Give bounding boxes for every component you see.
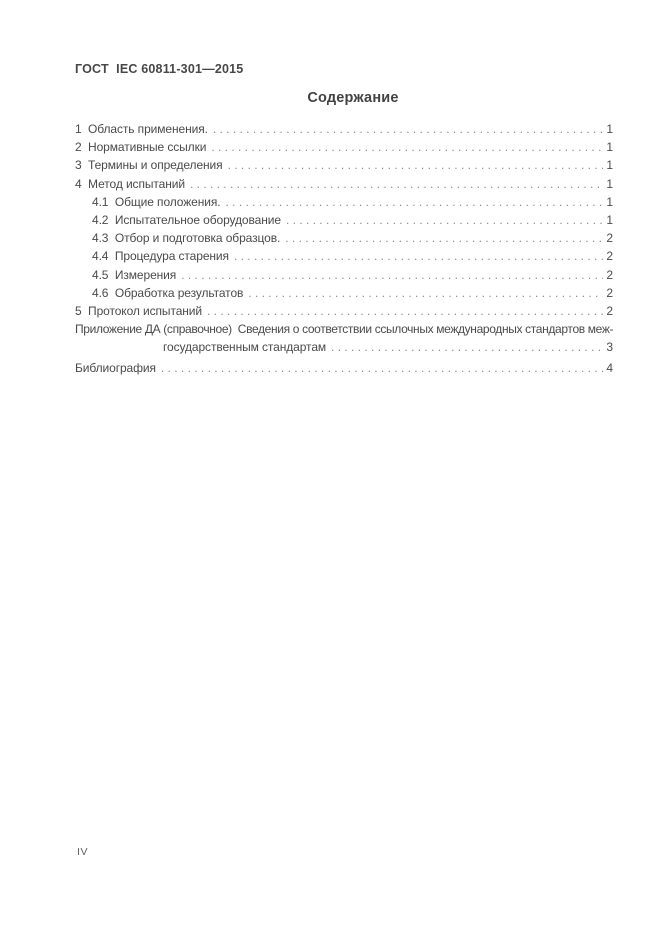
toc-entry-text: 4 Метод испытаний — [75, 176, 185, 191]
toc-entry-text: 1 Область применения. — [75, 122, 208, 136]
page-number: 1 — [606, 140, 613, 155]
page-number: 2 — [606, 285, 613, 300]
dot-leader — [211, 138, 603, 156]
toc-entry-text: 4.2 Испытательное оборудование — [92, 212, 281, 227]
page-number: 1 — [606, 176, 613, 191]
document-number-header: ГОСТ IEC 60811-301—2015 — [75, 62, 244, 76]
toc-entry-text: государственным стандартам — [163, 340, 327, 355]
dot-leader — [286, 211, 603, 229]
dot-leader — [248, 284, 603, 302]
toc-entry — [75, 193, 613, 211]
toc-entry-text: Библиография — [75, 361, 156, 376]
dot-leader — [285, 229, 603, 247]
dot-leader — [234, 247, 603, 265]
toc-entry — [75, 120, 613, 138]
toc-entry — [75, 229, 613, 247]
toc-entry — [75, 247, 613, 265]
page-number: 2 — [606, 303, 613, 318]
toc-entry-text: 4.3 Отбор и подготовка образцов. — [92, 231, 281, 246]
page-number-footer: IV — [77, 846, 89, 858]
page-number: 2 — [606, 267, 613, 282]
page-title: Содержание — [307, 90, 399, 106]
page-number: 3 — [606, 340, 613, 355]
dot-leader — [331, 338, 603, 356]
toc-entry — [75, 266, 613, 284]
dot-leader — [213, 120, 603, 138]
dot-leader — [207, 302, 603, 320]
page-number: 1 — [606, 212, 613, 227]
toc-entry — [75, 320, 613, 338]
table-of-contents — [75, 120, 613, 378]
page-number: 1 — [606, 122, 613, 136]
toc-entry-text: 3 Термины и определения — [75, 158, 223, 173]
toc-entry — [75, 175, 613, 193]
toc-entry-text: 4.1 Общие положения. — [92, 194, 221, 209]
toc-entry — [75, 156, 613, 174]
page-number: 2 — [606, 231, 613, 246]
toc-entry — [75, 302, 613, 320]
dot-leader — [226, 193, 604, 211]
toc-entry — [75, 359, 613, 377]
toc-entry — [75, 211, 613, 229]
dot-leader — [190, 175, 603, 193]
dot-leader — [181, 266, 603, 284]
page-number: 1 — [606, 158, 613, 173]
toc-entry — [75, 284, 613, 302]
toc-entry-text: 5 Протокол испытаний — [75, 303, 203, 318]
toc-entry — [75, 138, 613, 156]
dot-leader — [161, 359, 603, 377]
dot-leader — [228, 156, 603, 174]
toc-entry-text: Приложение ДА (справочное) Сведения о соответствии ссылочных международных стандартов меж- — [75, 322, 613, 337]
toc-entry-text: 2 Нормативные ссылки — [75, 140, 207, 155]
page-number: 4 — [606, 361, 613, 376]
page-number: 1 — [606, 194, 613, 209]
toc-entry-text: 4.6 Обработка результатов — [92, 285, 244, 300]
toc-entry-text: 4.4 Процедура старения — [92, 249, 229, 264]
toc-entry-text: 4.5 Измерения — [92, 267, 177, 282]
toc-entry — [75, 338, 613, 356]
page-number: 2 — [606, 249, 613, 264]
